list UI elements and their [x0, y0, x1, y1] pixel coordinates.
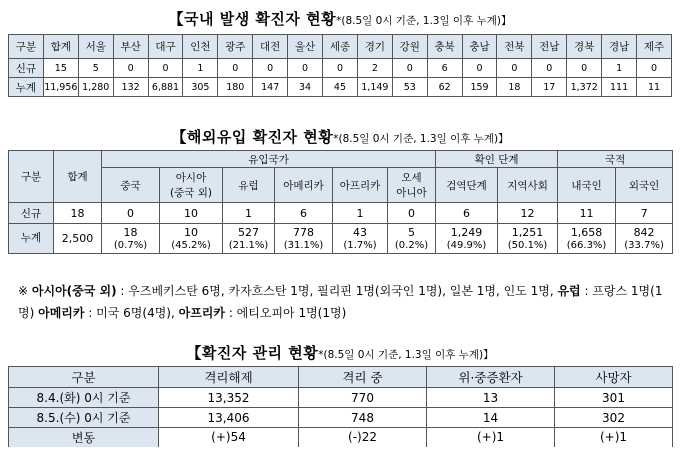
management-cell: 748	[299, 408, 427, 428]
imported-subheader-cell	[160, 168, 223, 203]
imported-group-inflow: 유입국가	[102, 151, 436, 168]
imported-subheader-cell	[388, 168, 436, 203]
domestic-cell: 132	[113, 78, 148, 97]
domestic-cell: 53	[392, 78, 427, 97]
domestic-header-cell: 세종	[323, 35, 358, 59]
imported-new-label: 신규	[9, 203, 54, 224]
domestic-cell: 5	[78, 59, 113, 78]
domestic-header-cell: 전북	[497, 35, 532, 59]
imported-new-cell: 1	[333, 203, 388, 224]
imported-cumulative-pct: (0.2%)	[394, 239, 429, 251]
domestic-row	[9, 59, 672, 78]
domestic-cell: 34	[288, 78, 323, 97]
imported-cumulative-value: 1,658	[570, 225, 603, 239]
domestic-cell: 0	[462, 59, 497, 78]
management-header-cell: 격리해제	[159, 367, 299, 388]
imported-new-cell: 6	[275, 203, 333, 224]
footnote-america-text: : 미국 6명(4명),	[84, 306, 175, 320]
domestic-cell: 0	[497, 59, 532, 78]
imported-subheader-cell	[616, 168, 673, 203]
footnote-europe-text: : 프랑스 1명(1명)	[18, 284, 663, 320]
domestic-cell: 11	[637, 78, 672, 97]
imported-cumulative-value: 1,251	[511, 225, 544, 239]
domestic-cell: 62	[427, 78, 462, 97]
domestic-cell: 1	[183, 59, 218, 78]
domestic-cell: 0	[567, 59, 602, 78]
imported-cumulative-cell	[616, 224, 673, 254]
management-title-main: 【확진자 관리 현황	[186, 344, 319, 362]
imported-subheader-line: 아메리카	[283, 179, 324, 192]
domestic-cell: 147	[253, 78, 288, 97]
imported-subheader-cell	[223, 168, 275, 203]
domestic-header-cell: 대구	[148, 35, 183, 59]
domestic-header-cell: 경북	[567, 35, 602, 59]
domestic-header-cell: 제주	[637, 35, 672, 59]
domestic-cell: 111	[602, 78, 637, 97]
imported-new-cell: 11	[558, 203, 616, 224]
management-title	[0, 342, 680, 363]
imported-col-total: 합계	[54, 151, 102, 203]
domestic-cases-table	[8, 34, 672, 97]
imported-cumulative-pct: (50.1%)	[507, 239, 548, 251]
imported-subheader-cell	[275, 168, 333, 203]
domestic-cell: 0	[392, 59, 427, 78]
imported-cumulative-row	[9, 224, 673, 254]
imported-new-cell: 1	[223, 203, 275, 224]
domestic-row-label: 신규	[9, 59, 44, 78]
imported-cumulative-value: 18	[123, 225, 138, 239]
imported-cumulative-pct: (1.7%)	[343, 239, 377, 251]
imported-cumulative-value: 527	[238, 225, 259, 239]
imported-cumulative-value: 43	[353, 225, 367, 239]
domestic-cell: 15	[43, 59, 78, 78]
imported-subheader-line: 내국인	[571, 179, 602, 192]
domestic-title	[0, 8, 680, 29]
imported-cumulative-value: 778	[293, 225, 314, 239]
domestic-header-cell: 구분	[9, 35, 44, 59]
imported-cumulative-pct: (66.3%)	[566, 239, 607, 251]
imported-new-cell: 0	[388, 203, 436, 224]
imported-cumulative-cell	[558, 224, 616, 254]
management-cell: (+)54	[159, 428, 299, 447]
imported-subheader-cell	[558, 168, 616, 203]
domestic-header-cell: 전남	[532, 35, 567, 59]
domestic-header-cell: 경남	[602, 35, 637, 59]
management-cell: 14	[427, 408, 555, 428]
domestic-cell: 18	[497, 78, 532, 97]
imported-subheader-cell	[333, 168, 388, 203]
management-row-label: 변동	[9, 428, 159, 447]
domestic-cell: 11,956	[43, 78, 78, 97]
imported-cumulative-cell	[388, 224, 436, 254]
management-cell: 301	[555, 388, 673, 408]
imported-subheader-line: 아시아	[175, 172, 207, 184]
management-header-cell: 구분	[9, 367, 159, 388]
management-table	[8, 366, 673, 447]
imported-subheader-line: (중국 외)	[170, 187, 212, 199]
imported-cumulative-cell	[223, 224, 275, 254]
imported-new-cell: 0	[102, 203, 160, 224]
management-header-row	[9, 367, 673, 388]
imported-subheader-line: 유럽	[238, 179, 259, 192]
domestic-cell: 1	[602, 59, 637, 78]
management-row	[9, 408, 673, 428]
imported-subheader-line: 오세	[401, 172, 422, 184]
management-title-note: *(8.5일 0시 기준, 1.3일 이후 누계)】	[318, 349, 494, 361]
domestic-header-cell: 강원	[392, 35, 427, 59]
domestic-header-cell: 충남	[462, 35, 497, 59]
imported-cumulative-value: 5	[408, 225, 416, 239]
domestic-header-cell: 경기	[357, 35, 392, 59]
footnote-asia-text: : 우즈베키스탄 6명, 카자흐스탄 1명, 필리핀 1명(외국인 1명), 일본 1명, 인도 1명,	[116, 284, 554, 298]
management-cell: 302	[555, 408, 673, 428]
imported-subheader-line: 지역사회	[507, 179, 548, 192]
imported-subheader-line: 아니아	[396, 187, 427, 199]
imported-subheader-cell	[498, 168, 558, 203]
imported-cumulative-pct: (45.2%)	[171, 239, 211, 251]
management-cell: 13	[427, 388, 555, 408]
management-header-cell: 격리 중	[299, 367, 427, 388]
domestic-header-row	[9, 35, 672, 59]
imported-cumulative-cell	[498, 224, 558, 254]
management-row-label: 8.5.(수) 0시 기준	[9, 408, 159, 428]
imported-title	[0, 126, 680, 147]
domestic-header-cell: 광주	[218, 35, 253, 59]
domestic-row	[9, 78, 672, 97]
imported-new-cell: 7	[616, 203, 673, 224]
imported-cumulative-pct: (21.1%)	[228, 239, 269, 251]
imported-cumulative-pct: (49.9%)	[446, 239, 487, 251]
domestic-cell: 6,881	[148, 78, 183, 97]
imported-col-label: 구분	[9, 151, 54, 203]
domestic-cell: 1,280	[78, 78, 113, 97]
domestic-title-main: 【국내 발생 확진자 현황	[168, 10, 337, 28]
imported-cumulative-value: 842	[633, 225, 655, 239]
domestic-cell: 305	[183, 78, 218, 97]
imported-footnote	[18, 280, 668, 324]
domestic-title-note: *(8.5일 0시 기준, 1.3일 이후 누계)】	[336, 15, 512, 27]
management-cell: 770	[299, 388, 427, 408]
imported-title-note: *(8.5일 0시 기준, 1.3일 이후 누계)】	[333, 133, 509, 145]
imported-subheader-line: 외국인	[628, 179, 660, 192]
domestic-header-cell: 대전	[253, 35, 288, 59]
management-row	[9, 388, 673, 408]
domestic-cell: 45	[323, 78, 358, 97]
management-row-label: 8.4.(화) 0시 기준	[9, 388, 159, 408]
domestic-header-cell: 부산	[113, 35, 148, 59]
domestic-cell: 0	[532, 59, 567, 78]
management-cell: 13,352	[159, 388, 299, 408]
imported-cumulative-pct: (0.7%)	[113, 239, 148, 251]
domestic-cell: 0	[323, 59, 358, 78]
domestic-cell: 0	[253, 59, 288, 78]
domestic-header-cell: 울산	[288, 35, 323, 59]
imported-cases-table	[8, 150, 673, 254]
imported-new-row	[9, 203, 673, 224]
management-cell: (-)22	[299, 428, 427, 447]
footnote-africa-label: 아프리카	[178, 306, 225, 320]
domestic-cell: 159	[462, 78, 497, 97]
imported-group-nation: 국적	[558, 151, 673, 168]
domestic-cell: 1,372	[567, 78, 602, 97]
footnote-africa-text: : 에티오피아 1명(1명)	[225, 306, 347, 320]
imported-cumulative-cell	[160, 224, 223, 254]
imported-cumulative-total: 2,500	[54, 224, 102, 254]
imported-cumulative-value: 1,249	[450, 225, 483, 239]
domestic-cell: 1,149	[357, 78, 392, 97]
imported-subheader-cell	[436, 168, 498, 203]
footnote-america-label: 아메리카	[38, 306, 85, 320]
imported-subheader-cell	[102, 168, 160, 203]
imported-subheader-line: 검역단계	[446, 179, 487, 192]
footnote-mark: ※	[18, 284, 29, 298]
footnote-europe-label: 유럽	[557, 284, 581, 298]
domestic-cell: 6	[427, 59, 462, 78]
management-cell: 13,406	[159, 408, 299, 428]
imported-cumulative-cell	[333, 224, 388, 254]
management-header-cell: 위·중증환자	[427, 367, 555, 388]
imported-new-cell: 6	[436, 203, 498, 224]
imported-group-confirm: 확인 단계	[436, 151, 558, 168]
domestic-cell: 2	[357, 59, 392, 78]
domestic-cell: 0	[113, 59, 148, 78]
domestic-row-label: 누계	[9, 78, 44, 97]
imported-new-cell: 10	[160, 203, 223, 224]
domestic-header-cell: 인천	[183, 35, 218, 59]
imported-new-total: 18	[54, 203, 102, 224]
domestic-header-cell: 충북	[427, 35, 462, 59]
imported-cumulative-value: 10	[184, 225, 198, 239]
domestic-cell: 0	[148, 59, 183, 78]
management-header-cell: 사망자	[555, 367, 673, 388]
imported-title-main: 【해외유입 확진자 현황	[171, 128, 334, 146]
imported-cumulative-cell	[275, 224, 333, 254]
domestic-cell: 0	[637, 59, 672, 78]
domestic-header-cell: 합계	[43, 35, 78, 59]
imported-subheader-line: 중국	[120, 179, 141, 192]
imported-cumulative-pct: (31.1%)	[283, 239, 324, 251]
management-row	[9, 428, 673, 447]
domestic-cell: 0	[288, 59, 323, 78]
domestic-cell: 17	[532, 78, 567, 97]
domestic-header-cell: 서울	[78, 35, 113, 59]
imported-cumulative-pct: (33.7%)	[624, 239, 664, 251]
imported-cumulative-cell	[102, 224, 160, 254]
management-cell: (+)1	[555, 428, 673, 447]
imported-cumulative-cell	[436, 224, 498, 254]
domestic-cell: 0	[218, 59, 253, 78]
footnote-asia-label: 아시아(중국 외)	[31, 284, 117, 298]
imported-cumulative-label: 누계	[9, 224, 54, 254]
management-cell: (+)1	[427, 428, 555, 447]
imported-subheader-line: 아프리카	[339, 179, 381, 192]
domestic-cell: 180	[218, 78, 253, 97]
imported-new-cell: 12	[498, 203, 558, 224]
